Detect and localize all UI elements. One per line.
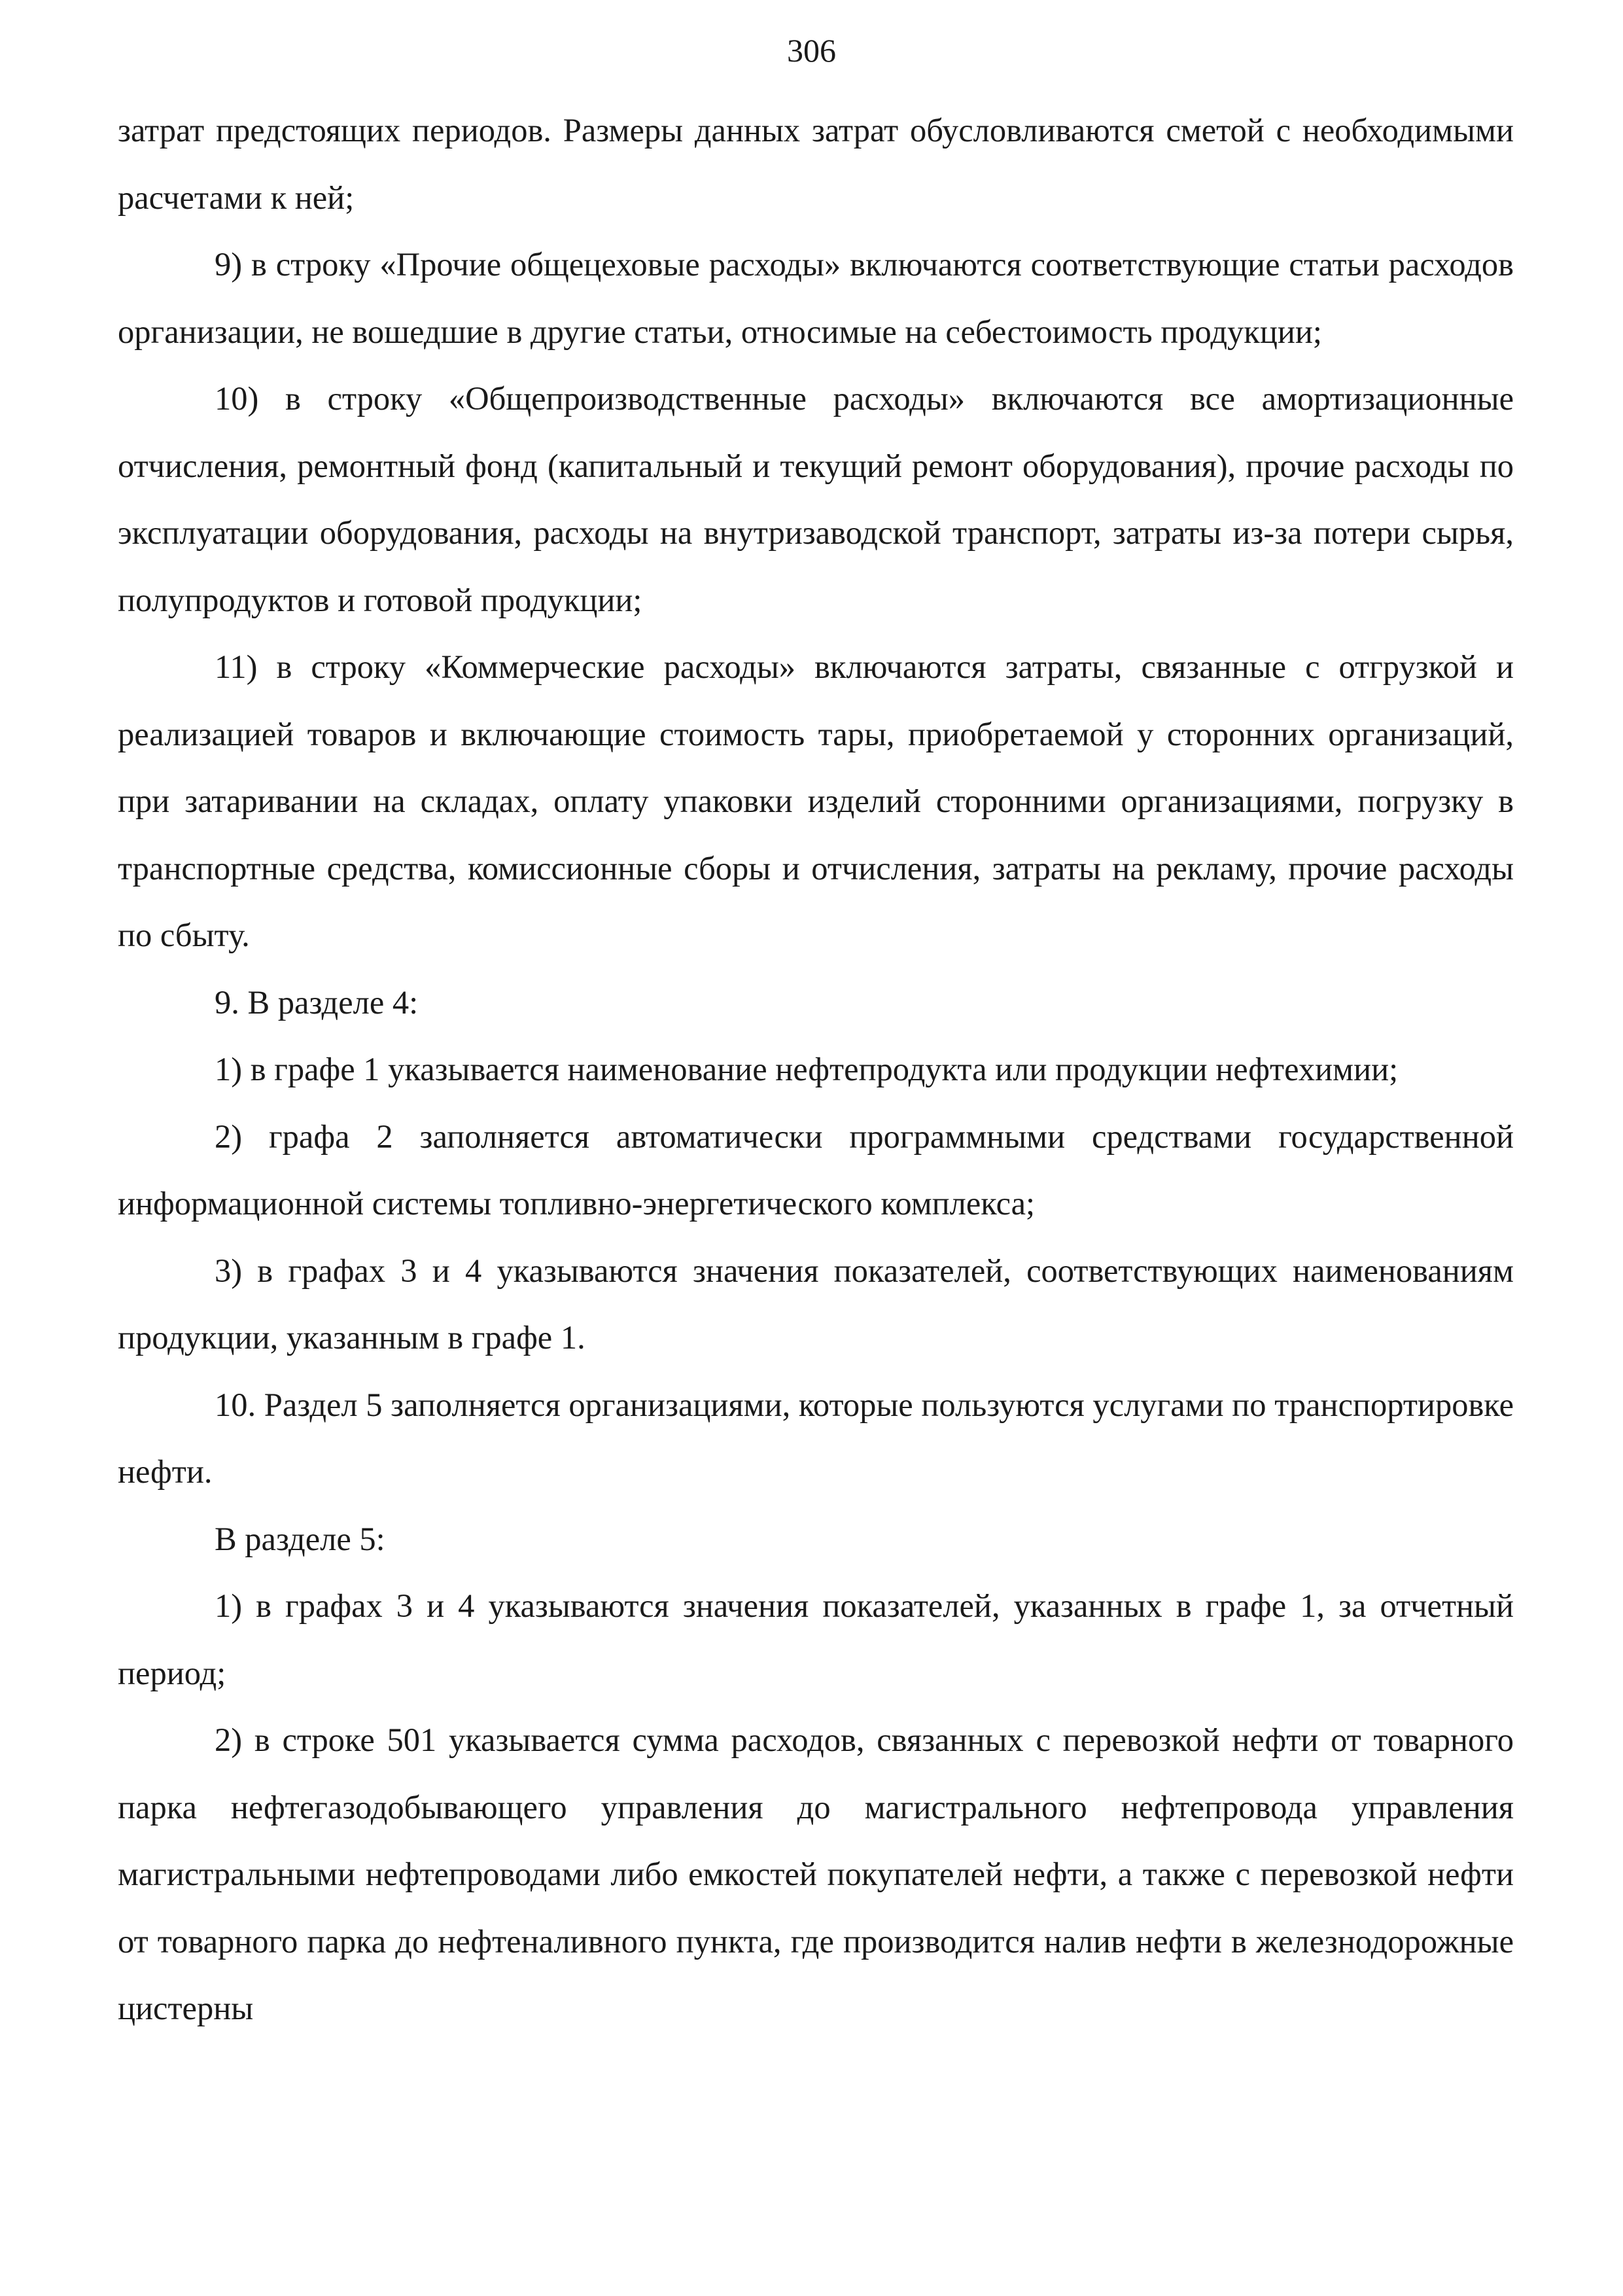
- paragraph-item-11: 11) в строку «Коммерческие расходы» включаются затраты, связанные с отгрузкой и реализацией товаров и включающие стоимость тары, приобретаемой у сторонних организаций, при затаривании на складах, оплату упаковки изделий сторонними организациями, погрузку в транспортные средства, комиссионные сборы и отчисления, затраты на рекламу, прочие расходы по сбыту.: [118, 648, 1514, 953]
- document-body: [118, 97, 1514, 2042]
- section-4-item-3: 3) в графах 3 и 4 указываются значения показателей, соответствующих наименованиям продукции, указанным в графе 1.: [118, 1252, 1514, 1356]
- section-5-item-1: 1) в графах 3 и 4 указываются значения показателей, указанных в графе 1, за отчетный период;: [118, 1587, 1514, 1691]
- paragraph-item-10: 10) в строку «Общепроизводственные расходы» включаются все амортизационные отчисления, ремонтный фонд (капитальный и текущий ремонт оборудования), прочие расходы по эксплуатации оборудования, расходы на внутризаводской транспорт, затраты из-за потери сырья, полупродуктов и готовой продукции;: [118, 380, 1514, 618]
- page-number: 306: [787, 32, 836, 69]
- paragraph-point-10: 10. Раздел 5 заполняется организациями, которые пользуются услугами по транспортировке нефти.: [118, 1386, 1514, 1490]
- paragraph-item-9: 9) в строку «Прочие общецеховые расходы» включаются соответствующие статьи расходов организации, не вошедшие в другие статьи, относимые на себестоимость продукции;: [118, 246, 1514, 350]
- section-4-item-2: 2) графа 2 заполняется автоматически программными средствами государственной информационной системы топливно-энергетического комплекса;: [118, 1118, 1514, 1222]
- section-4-item-1: 1) в графе 1 указывается наименование нефтепродукта или продукции нефтехимии;: [215, 1051, 1399, 1087]
- section-5-heading: В разделе 5:: [215, 1520, 385, 1557]
- paragraph-continuation: затрат предстоящих периодов. Размеры данных затрат обусловливаются сметой с необходимыми расчетами к ней;: [118, 112, 1514, 216]
- section-4-heading: 9. В разделе 4:: [215, 983, 419, 1021]
- section-5-item-2: 2) в строке 501 указывается сумма расходов, связанных с перевозкой нефти от товарного парка нефтегазодобывающего управления до магистрального нефтепровода управления магистральными нефтепроводами либо емкостей покупателей нефти, а также с перевозкой нефти от товарного парка до нефтеналивного пункта, где производится налив нефти в железнодорожные цистерны: [118, 1722, 1514, 2026]
